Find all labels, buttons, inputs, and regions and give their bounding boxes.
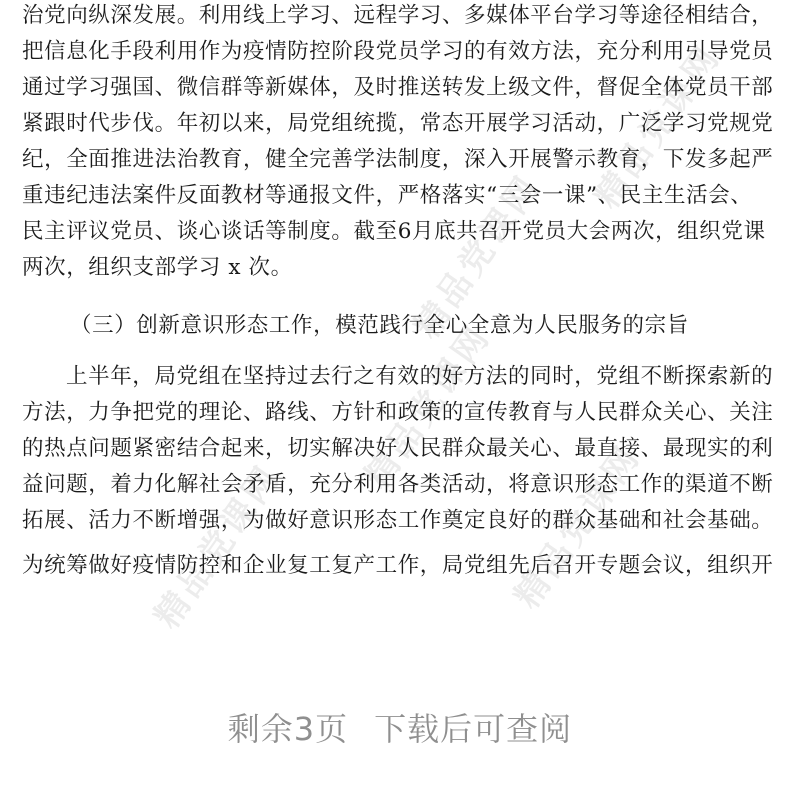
text-line: 纪，全面推进法治教育，健全完善学法制度，深入开展警示教育，下发多起严 (22, 147, 774, 172)
download-prompt[interactable] (0, 704, 800, 750)
text-line: 的热点问题紧密结合起来，切实解决好人民群众最关心、最直接、最现实的利 (22, 436, 774, 461)
text-line: 民主评议党员、谈心谈话等制度。截至6月底共召开党员大会两次，组织党课 (22, 219, 766, 244)
download-to-view-label: 下载后可查阅 (374, 710, 573, 748)
text-line: 拓展、活力不断增强，为做好意识形态工作奠定良好的群众基础和社会基础。 (22, 508, 774, 533)
section-heading: （三）创新意识形态工作，模范践行全心全意为人民服务的宗旨 (70, 313, 689, 338)
watermark: 精品党课网 (356, 317, 499, 496)
text-line: 治党向纵深发展。利用线上学习、远程学习、多媒体平台学习等途径相结合， (22, 3, 774, 28)
text-line: 为统筹做好疫情防控和企业复工复产工作，局党组先后召开专题会议，组织开 (22, 553, 774, 578)
text-line: 上半年，局党组在坚持过去行之有效的好方法的同时，党组不断探索新的 (66, 364, 774, 389)
text-line: 益问题，着力化解社会矛盾，充分利用各类活动，将意识形态工作的渠道不断 (22, 472, 774, 497)
watermark: 精品党课网 (146, 457, 289, 636)
remaining-pages-label: 剩余3页 (227, 710, 349, 748)
text-line: 紧跟时代步伐。年初以来，局党组统揽，常态开展学习活动，广泛学习党规党 (22, 111, 774, 136)
text-line: 通过学习强国、微信群等新媒体，及时推送转发上级文件，督促全体党员干部 (22, 75, 774, 100)
text-line: 重违纪违法案件反面教材等通报文件，严格落实“三会一课”、民主生活会、 (22, 183, 753, 208)
watermark: 精品党课网 (406, 167, 549, 346)
text-line: 两次，组织支部学习 x 次。 (22, 255, 293, 280)
watermark: 精品党课网 (586, 37, 729, 216)
watermark: 精品党课网 (506, 437, 649, 616)
text-line: 把信息化手段利用作为疫情防控阶段党员学习的有效方法，充分利用引导党员 (22, 39, 774, 64)
text-line: 方法，力争把党的理论、路线、方针和政策的宣传教育与人民群众关心、关注 (22, 400, 774, 425)
